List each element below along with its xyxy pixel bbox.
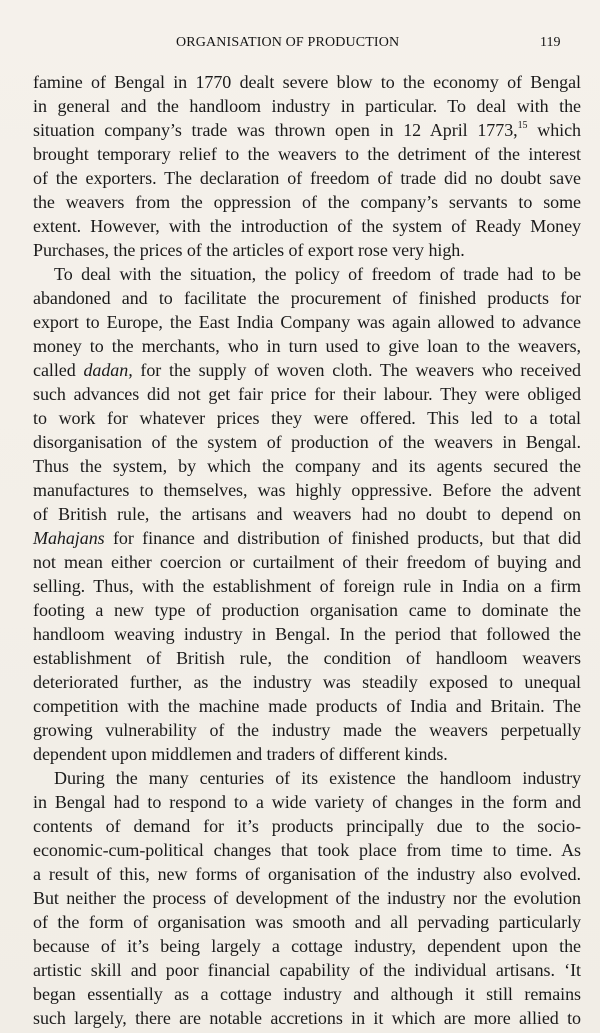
- text-line: [33, 70, 581, 94]
- text-line-content: of British rule, the artisans and weavers had no doubt to depend on: [33, 504, 581, 524]
- text-line-content: economic-cum-political changes that took place from time to time. As: [33, 840, 581, 860]
- text-line-segment: situation company’s trade was thrown open in 12 April 1773,: [33, 120, 518, 140]
- text-line: [33, 526, 581, 550]
- text-line: [33, 598, 581, 622]
- text-line-content: of the exporters. The declaration of freedom of trade did no doubt save: [33, 168, 581, 188]
- text-line: [33, 646, 581, 670]
- text-line-content: artistic skill and poor financial capability of the individual artisans. ‘It: [33, 960, 581, 980]
- text-line: [33, 382, 581, 406]
- text-line: [33, 406, 581, 430]
- text-line: [33, 838, 581, 862]
- text-line-segment: for finance and distribution of finished products, but that did: [104, 528, 581, 548]
- text-line-content: To deal with the situation, the policy of freedom of trade had to be: [54, 264, 581, 284]
- text-line-content: selling. Thus, with the establishment of foreign rule in India on a firm: [33, 576, 581, 596]
- text-line-content: Thus the system, by which the company and its agents secured the: [33, 456, 581, 476]
- text-line-content: growing vulnerability of the industry made the weavers perpetually: [33, 720, 581, 740]
- text-line: [33, 814, 581, 838]
- text-line: [33, 94, 581, 118]
- text-line-segment: for the supply of woven cloth. The weavers who received: [132, 360, 581, 380]
- text-line: [33, 310, 581, 334]
- text-line: [33, 550, 581, 574]
- text-line: [33, 742, 581, 766]
- text-line-content: in general and the handloom industry in particular. To deal with the: [33, 96, 581, 116]
- text-line-content: During the many centuries of its existence the handloom industry: [54, 768, 581, 788]
- text-line-content: handloom weaving industry in Bengal. In the period that followed the: [33, 624, 581, 644]
- text-line-content: to work for whatever prices they were offered. This led to a total: [33, 408, 581, 428]
- text-line-content: establishment of British rule, the condition of handloom weavers: [33, 648, 581, 668]
- text-line: [33, 358, 581, 382]
- text-line-content: contents of demand for it’s products principally due to the socio-: [33, 816, 581, 836]
- text-line: [33, 142, 581, 166]
- footnote-marker: 15: [517, 120, 528, 131]
- text-line-content: brought temporary relief to the weavers to the detriment of the interest: [33, 144, 581, 164]
- page-number: 119: [540, 35, 561, 50]
- text-line: [33, 862, 581, 886]
- text-line-content: export to Europe, the East India Company was again allowed to advance: [33, 312, 581, 332]
- text-line-content: competition with the machine made products of India and Britain. The: [33, 696, 581, 716]
- body-text: [33, 70, 581, 1028]
- text-line: [33, 958, 581, 982]
- text-line-content: extent. However, with the introduction of the system of Ready Money: [33, 216, 581, 236]
- text-line: [33, 622, 581, 646]
- text-line: [33, 190, 581, 214]
- text-line-content: But neither the process of development of the industry nor the evolution: [33, 888, 581, 908]
- text-line-content: in Bengal had to respond to a wide variety of changes in the form and: [33, 792, 581, 812]
- text-line: [33, 766, 581, 790]
- text-line-content: footing a new type of production organisation came to dominate the: [33, 600, 581, 620]
- italic-term: Mahajans: [33, 528, 105, 548]
- text-line-content: a result of this, new forms of organisation of the industry also evolved.: [33, 864, 581, 884]
- text-line: [33, 334, 581, 358]
- text-line-content: money to the merchants, who in turn used to give loan to the weavers,: [33, 336, 581, 356]
- text-line: [33, 118, 581, 142]
- text-line-content: such advances did not get fair price for their labour. They were obliged: [33, 384, 581, 404]
- text-line: [33, 238, 581, 262]
- text-line-content: abandoned and to facilitate the procurement of finished products for: [33, 288, 581, 308]
- text-line-content: the weavers from the oppression of the company’s servants to some: [33, 192, 581, 212]
- text-line-content: not mean either coercion or curtailment of their freedom of buying and: [33, 552, 581, 572]
- text-line: [33, 478, 581, 502]
- text-line-content: dependent upon middlemen and traders of different kinds.: [33, 744, 448, 764]
- text-line-content: disorganisation of the system of production of the weavers in Bengal.: [33, 432, 581, 452]
- text-line: [33, 262, 581, 286]
- text-line: [33, 430, 581, 454]
- text-line-content: deteriorated further, as the industry was steadily exposed to unequal: [33, 672, 581, 692]
- text-line: [33, 934, 581, 958]
- text-line-content: began essentially as a cottage industry and although it still remains: [33, 984, 581, 1004]
- text-line: [33, 910, 581, 934]
- text-line-content: famine of Bengal in 1770 dealt severe blow to the economy of Bengal: [33, 72, 581, 92]
- text-line: [33, 286, 581, 310]
- italic-term: dadan,: [83, 360, 133, 380]
- text-line-content: because of it’s being largely a cottage industry, dependent upon the: [33, 936, 581, 956]
- text-line: [33, 886, 581, 910]
- text-line: [33, 502, 581, 526]
- text-line: [33, 1006, 581, 1030]
- text-line-content: of the form of organisation was smooth and all pervading particularly: [33, 912, 581, 932]
- text-line: [33, 214, 581, 238]
- text-line: [33, 982, 581, 1006]
- text-line: [33, 790, 581, 814]
- text-line: [33, 718, 581, 742]
- running-title: ORGANISATION OF PRODUCTION: [176, 35, 400, 50]
- text-line: [33, 454, 581, 478]
- text-line: [33, 694, 581, 718]
- text-line-content: Purchases, the prices of the articles of export rose very high.: [33, 240, 465, 260]
- running-header: [0, 30, 600, 54]
- text-line-segment: called: [33, 360, 84, 380]
- text-line-content: manufactures to themselves, was highly oppressive. Before the advent: [33, 480, 581, 500]
- text-line-segment: which: [527, 120, 581, 140]
- text-line: [33, 574, 581, 598]
- text-line: [33, 166, 581, 190]
- text-line: [33, 670, 581, 694]
- text-line-content: such largely, there are notable accretions in it which are more allied to: [33, 1008, 581, 1028]
